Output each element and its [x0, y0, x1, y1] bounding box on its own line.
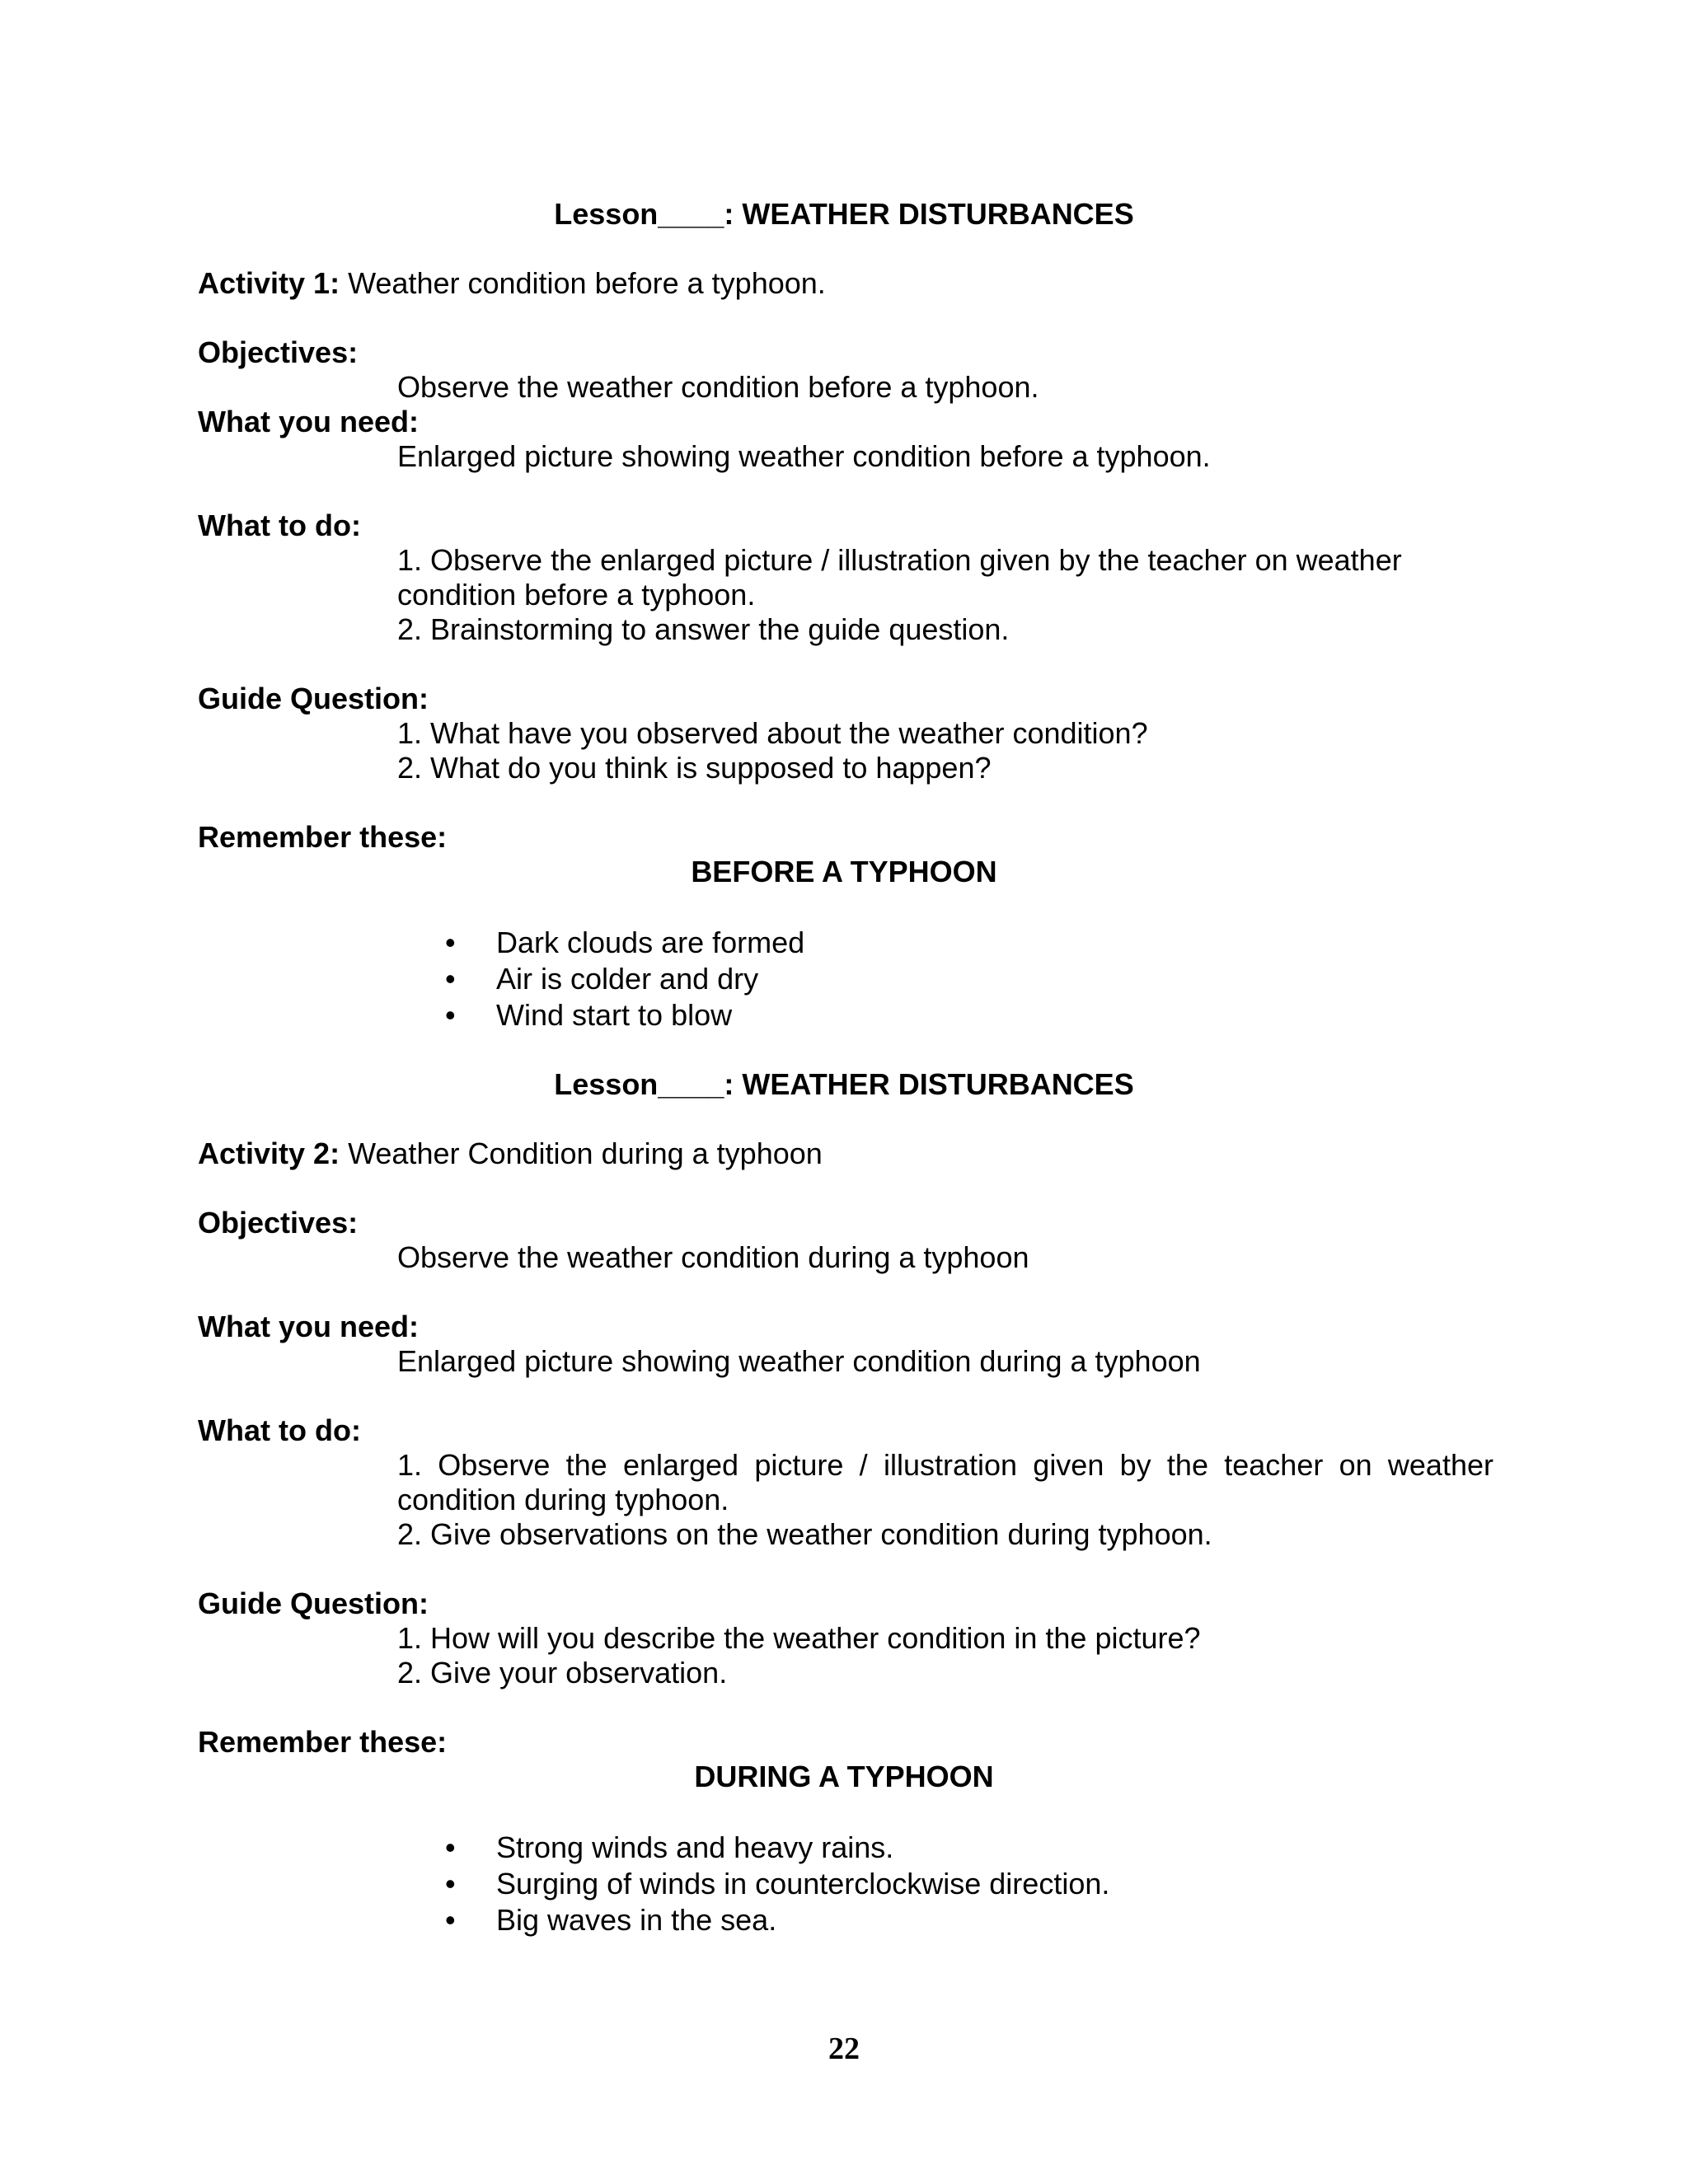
- need-text: Enlarged picture showing weather condition before a typhoon.: [397, 439, 1211, 473]
- activity-label: Activity 1:: [198, 266, 340, 300]
- bullet-icon: •: [445, 926, 456, 959]
- bullet-item: Surging of winds in counterclockwise direction.: [496, 1867, 1110, 1900]
- need-text: Enlarged picture showing weather condition during a typhoon: [397, 1344, 1201, 1378]
- todo-line: 2. Give observations on the weather condition during typhoon.: [397, 1517, 1212, 1551]
- todo-label: What to do:: [198, 1413, 361, 1447]
- need-label: What you need:: [198, 405, 419, 438]
- bullet-icon: •: [445, 1903, 456, 1937]
- todo-line: 2. Brainstorming to answer the guide question.: [397, 612, 1010, 646]
- bullet-item: Air is colder and dry: [496, 962, 759, 996]
- remember-heading: BEFORE A TYPHOON: [691, 855, 997, 888]
- activity-text: Weather Condition during a typhoon: [340, 1137, 823, 1170]
- bullet-item: Dark clouds are formed: [496, 926, 805, 959]
- bullet-item: Strong winds and heavy rains.: [496, 1830, 894, 1864]
- bullet-item: Big waves in the sea.: [496, 1903, 777, 1937]
- bullet-icon: •: [445, 962, 456, 996]
- activity-line: [198, 265, 826, 302]
- activity-line: [198, 1136, 823, 1172]
- bullet-icon: •: [445, 998, 456, 1032]
- remember-label: Remember these:: [198, 1725, 448, 1759]
- todo-line: condition during typhoon.: [397, 1483, 729, 1516]
- lesson-title: Lesson____: WEATHER DISTURBANCES: [554, 197, 1134, 231]
- need-label: What you need:: [198, 1310, 419, 1343]
- objectives-label: Objectives:: [198, 335, 359, 369]
- page-number: 22: [828, 2032, 860, 2066]
- guide-question: 1. How will you describe the weather condition in the picture?: [397, 1621, 1201, 1655]
- remember-heading: DURING A TYPHOON: [694, 1760, 994, 1793]
- guide-question: 1. What have you observed about the weather condition?: [397, 716, 1148, 750]
- todo-line: condition before a typhoon.: [397, 578, 756, 612]
- bullet-icon: •: [445, 1830, 456, 1864]
- todo-line: 1. Observe the enlarged picture / illustration given by the teacher on weather: [397, 1448, 1493, 1482]
- todo-line: 1. Observe the enlarged picture / illustration given by the teacher on weather: [397, 543, 1402, 577]
- guide-question-label: Guide Question:: [198, 1586, 429, 1620]
- activity-text: Weather condition before a typhoon.: [340, 266, 826, 300]
- guide-question-label: Guide Question:: [198, 682, 429, 715]
- remember-label: Remember these:: [198, 820, 448, 854]
- bullet-item: Wind start to blow: [496, 998, 733, 1032]
- activity-label: Activity 2:: [198, 1137, 340, 1170]
- todo-label: What to do:: [198, 509, 361, 542]
- lesson-title: Lesson____: WEATHER DISTURBANCES: [554, 1067, 1134, 1101]
- objectives-text: Observe the weather condition during a typhoon: [397, 1240, 1029, 1274]
- objectives-text: Observe the weather condition before a typhoon.: [397, 370, 1039, 404]
- bullet-icon: •: [445, 1867, 456, 1900]
- guide-question: 2. What do you think is supposed to happen?: [397, 751, 992, 785]
- objectives-label: Objectives:: [198, 1206, 359, 1240]
- guide-question: 2. Give your observation.: [397, 1656, 728, 1690]
